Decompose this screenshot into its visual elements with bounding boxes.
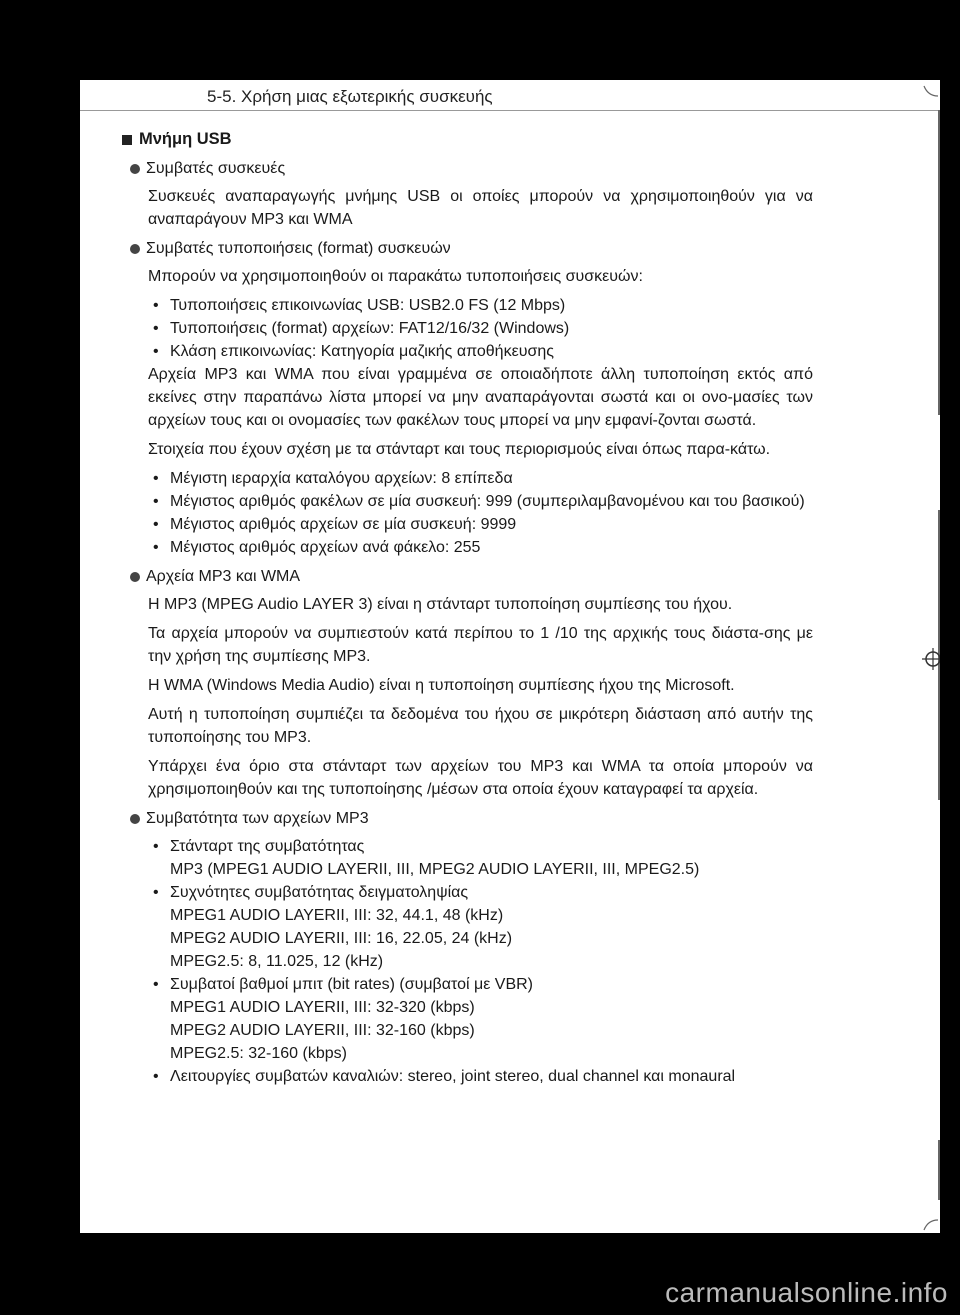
crop-mark-icon [922,1216,938,1232]
circle-bullet-icon [130,244,140,254]
crop-mark-icon [922,84,938,100]
paragraph: Η WMA (Windows Media Audio) είναι η τυποποίηση συμπίεσης ήχου της Microsoft. [148,677,735,694]
list-item: • Κλάση επικοινωνίας: Κατηγορία μαζικής αποθήκευσης [148,340,813,363]
paragraph: Η MP3 (MPEG Audio LAYER 3) είναι η στάνταρτ τυποποίηση συμπίεσης του ήχου. [148,596,733,613]
circle-bullet-icon [130,572,140,582]
paragraph: Αυτή η τυποποίηση συμπιέζει τα δεδομένα του ήχου σε μικρότερη διάσταση από αυτήν της τυποποίησης του MP3. [148,706,813,746]
right-margin-line [938,1140,940,1200]
square-bullet-icon [122,135,132,145]
section-title: Μνήμη USB [139,130,232,148]
subheading-mp3-compat: Συμβατότητα των αρχείων MP3 [130,807,813,830]
format-list [148,294,813,363]
circle-bullet-icon [130,164,140,174]
subheading-mp3-wma: Αρχεία MP3 και WMA [130,565,813,588]
paragraph: Στοιχεία που έχουν σχέση με τα στάνταρτ και τους περιορισμούς είναι όπως παρα-κάτω. [148,441,771,458]
section-heading [122,128,813,151]
page-content [128,128,813,1088]
page-header-title: 5-5. Χρήση μιας εξωτερικής συσκευής [207,87,493,106]
watermark-text: carmanualsonline.info [665,1277,948,1308]
paragraph: Συσκευές αναπαραγωγής μνήμης USB οι οποίες μπορούν να χρησιμοποιηθούν για να αναπαράγουν MP3 και WMA [148,188,813,228]
limits-list [148,467,813,559]
list-item: • Συχνότητες συμβατότητας δειγματοληψίας MPEG1 AUDIO LAYERII, III: 32, 44.1, 48 (kHz) MPEG2 AUDIO LAYERII, III: 16, 22.05, 24 (kHz) MPEG2.5: 8, 11.025, 12 (kHz) [148,881,813,973]
right-margin-line [938,110,940,415]
compat-list [148,835,813,1088]
list-item: • Στάνταρτ της συμβατότητας MP3 (MPEG1 AUDIO LAYERII, III, MPEG2 AUDIO LAYERII, III, MPEG2.5) [148,835,813,881]
registration-mark-icon [922,648,940,670]
list-item: • Τυποποιήσεις (format) αρχείων: FAT12/16/32 (Windows) [148,317,813,340]
paragraph: Υπάρχει ένα όριο στα στάνταρτ των αρχείων του MP3 και WMA τα οποία μπορούν να χρησιμοποιηθούν και της τυποποίησης /μέσων στα οποία έχουν καταγραφεί τα αρχεία. [148,758,813,798]
list-item: • Λειτουργίες συμβατών καναλιών: stereo, joint stereo, dual channel και monaural [148,1065,813,1088]
paragraph: Μπορούν να χρησιμοποιηθούν οι παρακάτω τυποποιήσεις συσκευών: [148,268,643,285]
list-item: • Τυποποιήσεις επικοινωνίας USB: USB2.0 FS (12 Mbps) [148,294,813,317]
circle-bullet-icon [130,814,140,824]
header-divider [80,110,940,111]
paragraph: Τα αρχεία μπορούν να συμπιεστούν κατά περίπου το 1 /10 της αρχικής τους διάστα-σης με την χρήση της συμπίεσης MP3. [148,625,813,665]
list-item: • Συμβατοί βαθμοί μπιτ (bit rates) (συμβατοί με VBR) MPEG1 AUDIO LAYERII, III: 32-320 (kbps) MPEG2 AUDIO LAYERII, III: 32-160 (kbps) MPEG2.5: 32-160 (kbps) [148,973,813,1065]
list-item: • Μέγιστος αριθμός αρχείων σε μία συσκευή: 9999 [148,513,813,536]
manual-page [80,80,940,1233]
list-item: • Μέγιστος αριθμός αρχείων ανά φάκελο: 255 [148,536,813,559]
subheading-formats: Συμβατές τυποποιήσεις (format) συσκευών [130,237,813,260]
list-item: • Μέγιστη ιεραρχία καταλόγου αρχείων: 8 επίπεδα [148,467,813,490]
paragraph: Αρχεία MP3 και WMA που είναι γραμμένα σε οποιαδήποτε άλλη τυποποίηση εκτός από εκείνες στην παραπάνω λίστα μπορεί να μην αναπαράγονται σωστά και οι ονο-μασίες των αρχείων τους και οι ονομασίες των φακέλων τους μπορεί να μην εμφανί-ζονται σωστά. [148,366,813,429]
subheading-compatible-devices: Συμβατές συσκευές [130,157,813,180]
list-item: • Μέγιστος αριθμός φακέλων σε μία συσκευή: 999 (συμπεριλαμβανομένου και του βασικού) [148,490,813,513]
